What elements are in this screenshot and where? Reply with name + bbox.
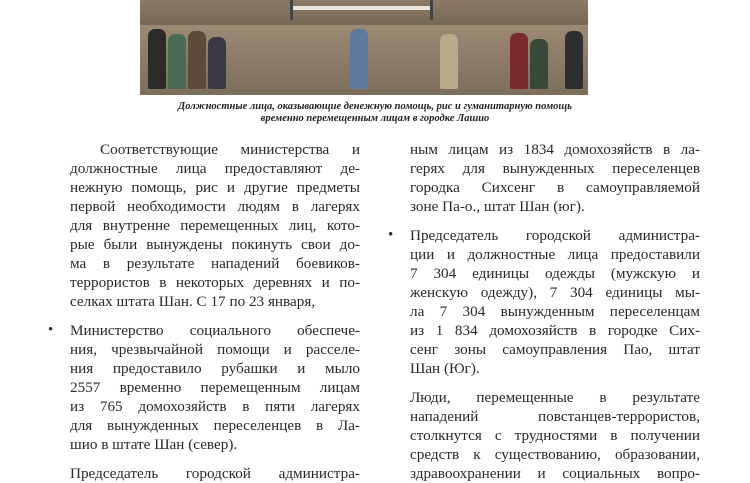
text-line: ции и должностные лица предоставили <box>410 246 700 263</box>
text-line: первой необходимости людям в лагерях <box>70 198 360 215</box>
text-line: нападений повстанцев-террористов, <box>410 408 700 425</box>
text-line: средств к существованию, образовании, <box>410 446 700 463</box>
text-line: ла 7 304 вынужденным переселенцам <box>410 303 700 320</box>
text-line: из 765 домохозяйств в пяти лагерях <box>70 398 360 415</box>
photo <box>140 0 588 95</box>
text-line: шио в штате Шан (север). <box>70 436 238 453</box>
text-line: ным лицам из 1834 домохозяйств в ла- <box>410 141 700 158</box>
caption-line-2: временно перемещенным лицам в городке Лашио <box>260 113 490 124</box>
closing-paragraph <box>410 388 700 483</box>
text-line: женскую одежду), 7 304 единицы мы- <box>410 284 700 301</box>
text-line: Шан (Юг). <box>410 360 480 377</box>
continued-paragraph <box>410 140 700 216</box>
intro-paragraph <box>70 140 360 311</box>
text-line: из 1 834 домохозяйств в городке Сих- <box>410 322 700 339</box>
text-line: герях для вынужденных переселенцев <box>410 160 700 177</box>
photo-caption <box>0 101 750 125</box>
bullet-item <box>388 226 700 378</box>
bullet-item <box>48 321 360 454</box>
left-column <box>48 140 360 483</box>
bullet-icon: • <box>388 227 394 243</box>
text-line: Люди, перемещенные в результате <box>410 389 700 406</box>
text-line: селках штата Шан. С 17 по 23 января, <box>70 293 316 310</box>
text-line: здравоохранении и социальных вопро- <box>410 465 700 482</box>
text-line: городка Сихсенг в самоуправляемой <box>410 179 700 196</box>
text-line: Соответствующие министерства и <box>100 141 360 158</box>
text-line: должностные лица предоставляют де- <box>70 160 360 177</box>
text-line: террористов в некоторых деревнях и по- <box>70 274 360 291</box>
text-line: для вынужденных переселенцев в Ла- <box>70 417 360 434</box>
text-line: 7 304 единицы одежды (мужскую и <box>410 265 700 282</box>
text-line: зоне Па-о., штат Шан (юг). <box>410 198 585 215</box>
text-line: для внутренне перемещенных лиц, кото- <box>70 217 360 234</box>
text-line: ма в результате нападений боевиков- <box>70 255 360 272</box>
bullet-icon: • <box>48 322 54 338</box>
text-line: ния предоставило рубашки и мыло <box>70 360 360 377</box>
text-line: рые были вынуждены покинуть свои до- <box>70 236 360 253</box>
text-line: Председатель городской администра- <box>410 227 700 244</box>
text-line: столкнутся с трудностями в получении <box>410 427 700 444</box>
text-line: сенг зоны самоуправления Пао, штат <box>410 341 700 358</box>
caption-line-1: Должностные лица, оказывающие денежную помощь, рис и гуманитарную помощь <box>178 101 572 112</box>
text-line: ния, чрезвычайной помощи и расселе- <box>70 341 360 358</box>
text-line: 2557 временно перемещенным лицам <box>70 379 360 396</box>
text-line: нежную помощь, рис и другие предметы <box>70 179 360 196</box>
text-line: Министерство социального обеспече- <box>70 322 360 339</box>
partial-line <box>70 464 360 483</box>
right-column <box>388 140 700 483</box>
text-line: Председатель городской администра- <box>70 465 360 482</box>
